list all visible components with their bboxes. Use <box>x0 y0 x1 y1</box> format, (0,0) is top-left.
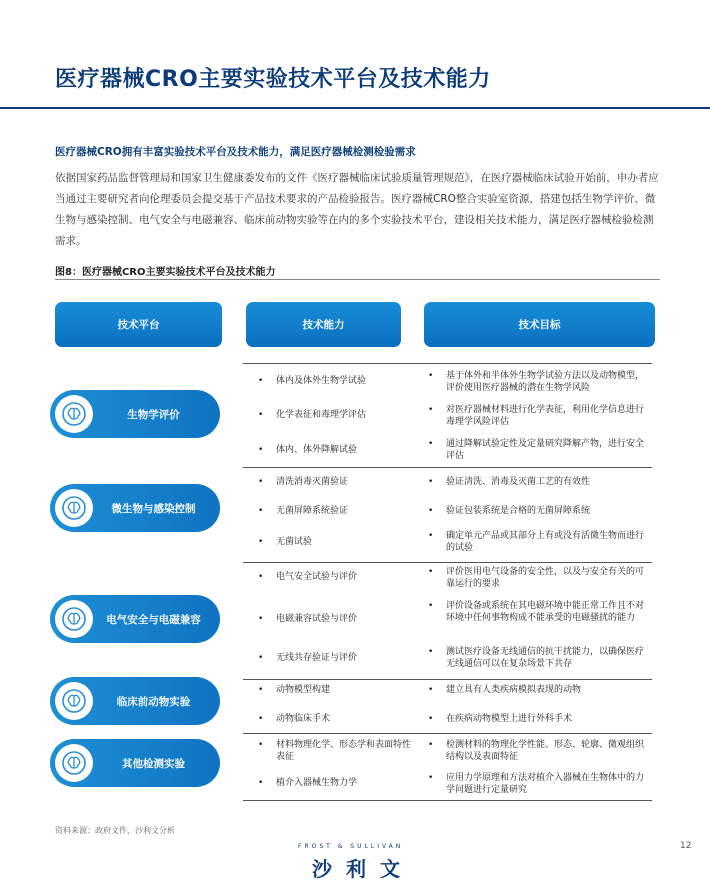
capability-item: • 化学表征和毒理学评估 <box>258 410 367 420</box>
capability-item: • 材料物理化学、形态学和表面特性表征 <box>258 740 412 762</box>
brain-icon <box>55 682 93 720</box>
group-rule-elec-top <box>243 562 652 563</box>
brain-icon <box>55 744 93 782</box>
goal-item: • 建立具有人类疾病模拟表现的动物 <box>428 685 582 695</box>
platform-label: 电气安全与电磁兼容 <box>106 613 201 626</box>
capability-item: • 动物模型构建 <box>258 685 331 695</box>
goal-item: • 确定单元产品或其部分上有或没有活微生物而进行的试验 <box>428 531 645 553</box>
brand-logo-en: FROST & SULLIVAN <box>298 843 404 850</box>
brain-icon <box>55 395 93 433</box>
goal-item: • 验证包装系统是合格的无菌屏障系统 <box>428 506 591 516</box>
goal-item: • 检测材料的物理化学性能、形态、轮廓、微观组织结构以及表面特征 <box>428 740 645 762</box>
brain-icon <box>55 600 93 638</box>
figure-caption-rule <box>55 279 660 280</box>
goal-item: • 对医疗器械材料进行化学表征，利用化学信息进行毒理学风险评估 <box>428 405 645 427</box>
group-rule-micro-top <box>243 467 652 468</box>
intro-paragraph: 依据国家药品监督管理局和国家卫生健康委发布的文件《医疗器械临床试验质量管理规范》，在医疗器械临床试验开始前，申办者应当通过主要研究者向伦理委员会提交基于产品技术要求的产品检验报告。医疗器械CRO整合实验室资源，搭建包括生物学评价、微生物与感染控制、电气安全与电磁兼容、临床前动物实验等在内的多个实验技术平台，建设相关技术能力，满足医疗器械检验检测需求。 <box>55 172 659 247</box>
column-header-goal: 技术目标 <box>424 302 655 347</box>
platform-pill-biology <box>50 390 220 438</box>
group-rule-bottom <box>243 800 652 801</box>
goal-item: • 验证清洗、消毒及灭菌工艺的有效性 <box>428 477 591 487</box>
capability-item: • 清洗消毒灭菌验证 <box>258 477 349 487</box>
figure-caption: 图8：医疗器械CRO主要实验技术平台及技术能力 <box>55 267 276 278</box>
goal-item: • 通过降解试验定性及定量研究降解产物，进行安全评估 <box>428 439 645 461</box>
section-subheading: 医疗器械CRO拥有丰富实验技术平台及技术能力，满足医疗器械检测检验需求 <box>55 146 416 158</box>
brand-logo-cn: 沙利文 <box>312 857 414 881</box>
goal-item: • 基于体外和半体外生物学试验方法以及动物模型，评价使用医疗器械的潜在生物学风险 <box>428 371 645 393</box>
platform-label: 生物学评价 <box>127 408 180 421</box>
page-title: 医疗器械CRO主要实验技术平台及技术能力 <box>55 67 491 92</box>
goal-item: • 评价医用电气设备的安全性，以及与安全有关的可靠运行的要求 <box>428 567 645 589</box>
column-header-platform: 技术平台 <box>55 302 222 347</box>
platform-label: 临床前动物实验 <box>116 695 191 708</box>
capability-item: • 动物临床手术 <box>258 714 331 724</box>
goal-item: • 在疾病动物模型上进行外科手术 <box>428 714 573 724</box>
brain-icon <box>55 489 93 527</box>
capability-item: • 无线共存验证与评价 <box>258 653 358 663</box>
platform-pill-microbiology <box>50 484 220 532</box>
platform-label: 其他检测实验 <box>122 757 185 770</box>
platform-pill-animal <box>50 677 220 725</box>
column-header-capability: 技术能力 <box>246 302 401 347</box>
capability-item: • 体内及体外生物学试验 <box>258 376 367 386</box>
group-rule-animal-top <box>243 679 652 680</box>
source-note: 资料来源：政府文件，沙利文分析 <box>55 826 175 835</box>
page-number: 12 <box>680 841 692 851</box>
capability-item: • 无菌试验 <box>258 537 313 547</box>
goal-item: • 测试医疗设备无线通信的抗干扰能力，以确保医疗无线通信可以在复杂场景下共存 <box>428 647 645 669</box>
platform-pill-electrical <box>50 595 220 643</box>
platform-label: 微生物与感染控制 <box>111 502 196 515</box>
platform-pill-other <box>50 739 220 787</box>
goal-item: • 应用力学原理和方法对植介入器械在生物体中的力学问题进行定量研究 <box>428 773 645 795</box>
capability-item: • 体内、体外降解试验 <box>258 445 358 455</box>
capability-item: • 无菌屏障系统验证 <box>258 506 349 516</box>
group-rule-bio-top <box>243 363 652 364</box>
capability-item: • 植介入器械生物力学 <box>258 778 358 788</box>
goal-item: • 评价设备或系统在其电磁环境中能正常工作且不对环境中任何事物构成不能承受的电磁骚扰的能力 <box>428 601 645 623</box>
capability-item: • 电磁兼容试验与评价 <box>258 614 358 624</box>
title-divider <box>0 107 710 109</box>
capability-item: • 电气安全试验与评价 <box>258 572 358 582</box>
group-rule-other-top <box>243 733 652 734</box>
